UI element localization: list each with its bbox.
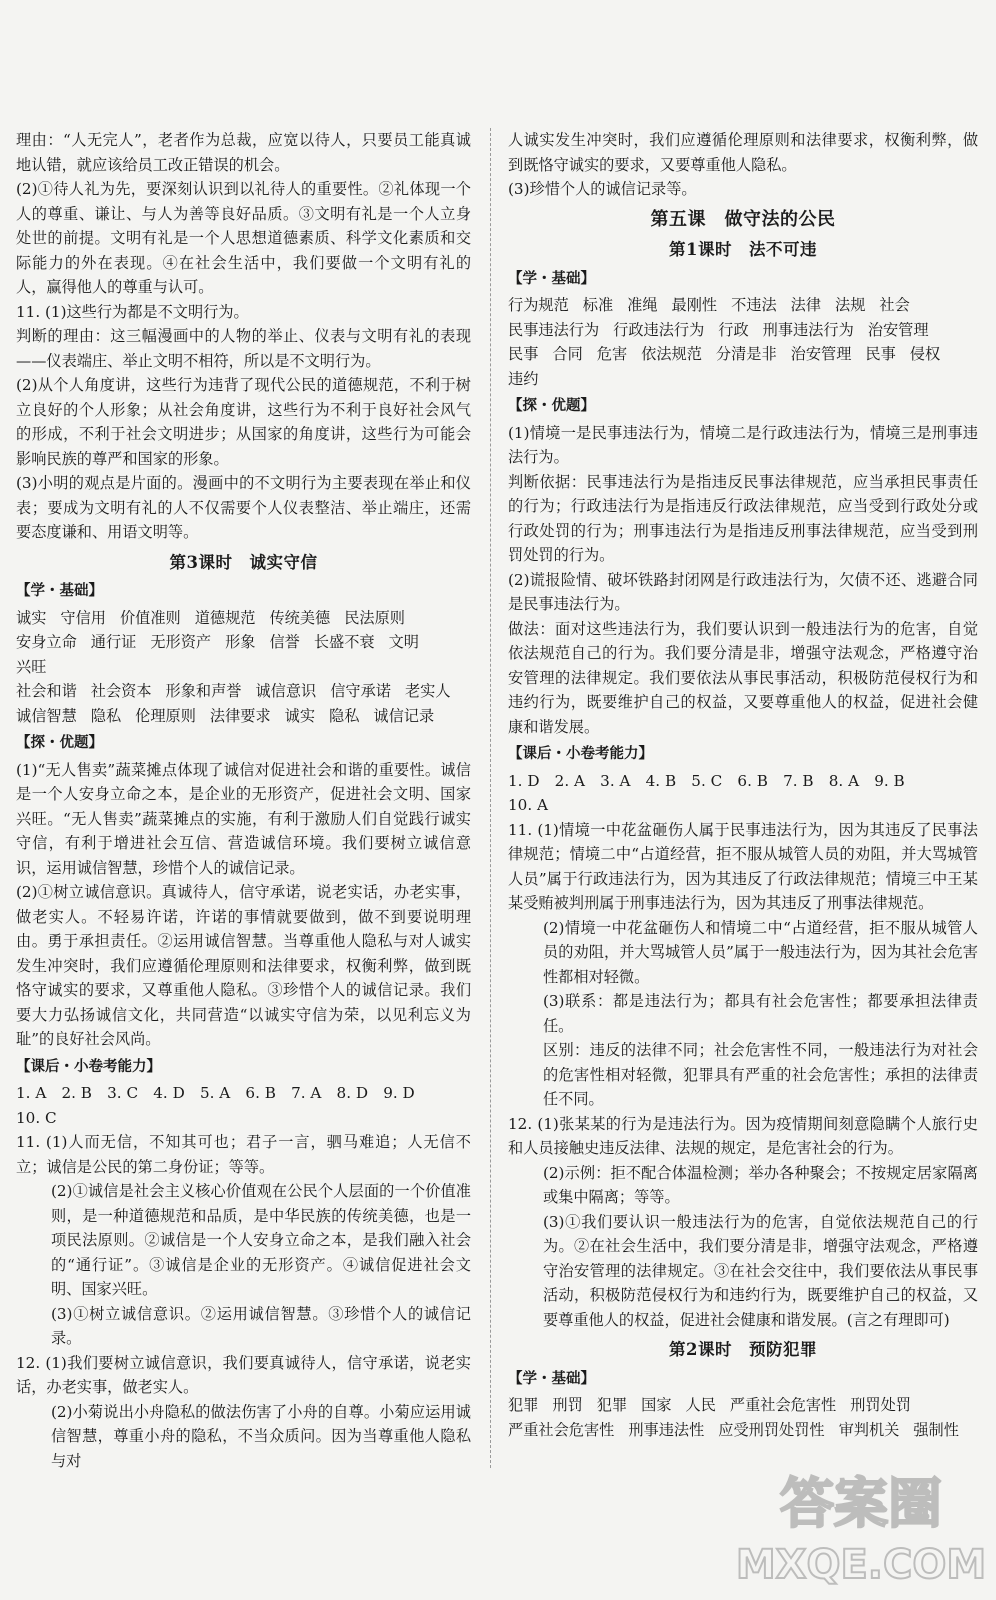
term: 侵权	[909, 345, 941, 363]
paragraph: 11. (1)这些行为都是不文明行为。	[16, 302, 249, 321]
term: 道德规范	[194, 608, 256, 627]
lesson-title: 第3课时 诚实守信	[169, 552, 318, 572]
unit-title: 第五课 做守法的公民	[650, 208, 836, 230]
term: 强制性	[913, 1420, 959, 1439]
term: 分清是非	[715, 345, 777, 363]
column-divider	[490, 128, 491, 1468]
paragraph: (2)示例：拒不配合体温检测；举办各种聚会；不按规定居家隔离或集中隔离；等等。	[542, 1163, 978, 1206]
term-row	[16, 704, 471, 729]
paragraph: 做法：面对这些违法行为，我们要认识到一般违法行为的危害，自觉依法规范自己的行为。我们要分清是非，增强守法观念，严格遵守治安管理的法律规定。我们要依法从事民事活动，积极防范侵权行为和违约行为，既要维护自己的权益，又要尊重他人的权益，促进社会健康和谐发展。	[508, 619, 978, 736]
term: 准绳	[627, 296, 658, 314]
term-row	[508, 1393, 978, 1418]
term: 合同	[552, 345, 583, 363]
paragraph: 区别：违反的法律不同；社会危害性不同，一般违法行为对社会的危害性相对轻微，犯罪具有严重的社会危害性；承担的法律责任不同。	[542, 1041, 978, 1108]
left-column	[16, 128, 471, 1473]
term: 法规	[835, 296, 866, 314]
section-heading: 【课后・小卷考能力】	[16, 1057, 161, 1075]
term: 隐私	[329, 706, 360, 725]
term: 通行证	[90, 633, 137, 651]
term: 人民	[685, 1396, 716, 1414]
term: 形象和声誉	[165, 682, 242, 700]
term: 诚实	[284, 706, 315, 725]
paragraph: (3)小明的观点是片面的。漫画中的不文明行为主要表现在举止和仪表；要成为文明有礼的人不仅需要个人仪表整洁、举止端庄，还需要态度谦和、用语文明等。	[16, 474, 471, 541]
term: 犯罪	[596, 1396, 628, 1414]
term: 行为规范	[508, 296, 569, 314]
term: 信誉	[269, 633, 300, 651]
paragraph: (2)从个人角度讲，这些行为违背了现代公民的道德规范，不利于树立良好的个人形象；从社会角度讲，这些行为不利于良好社会风气的形成，不利于社会文明进步；从国家的角度讲，这些行为可能会影响民族的尊严和国家的形象。	[16, 376, 471, 468]
term: 治安管理	[867, 320, 929, 339]
term: 法律	[790, 296, 821, 314]
term: 不违法	[731, 296, 777, 314]
term: 社会资本	[90, 682, 152, 700]
paragraph: 人诚实发生冲突时，我们应遵循伦理原则和法律要求，权衡利弊，做到既恪守诚实的要求，又要尊重他人隐私。	[508, 131, 978, 174]
paragraph: 12. (1)我们要树立诚信意识，我们要真诚待人，信守承诺，说老实话，办老实事，做老实人。	[16, 1353, 471, 1396]
term: 诚信记录	[373, 706, 435, 725]
term: 守信用	[60, 608, 106, 627]
term-row	[16, 630, 471, 679]
right-column	[508, 128, 978, 1442]
term: 无形资产	[150, 633, 212, 651]
answer-row: 1. D 2. A 3. A 4. B 5. C 6. B 7. B 8. A 9. B	[508, 771, 905, 790]
answer-row: 1. A 2. B 3. C 4. D 5. A 6. B 7. A 8. D 9. D	[16, 1084, 415, 1102]
paragraph: (2)①诚信是社会主义核心价值观在公民个人层面的一个价值准则，是一种道德规范和品质，是中华民族的传统美德，也是一项民法原则。②诚信是一个人安身立命之本，是我们融入社会的“通行证”。③诚信是企业的无形资产。④诚信促进社会文明、国家兴旺。	[50, 1182, 471, 1298]
term: 社会	[879, 296, 910, 314]
term: 信守承诺	[330, 682, 391, 700]
term-row	[16, 606, 471, 631]
term: 安身立命	[16, 633, 77, 651]
section-heading: 【学・基础】	[508, 1369, 595, 1387]
term-list	[508, 293, 978, 391]
paragraph: 12. (1)张某某的行为是违法行为。因为疫情期间刻意隐瞒个人旅行史和人员接触史违反法律、法规的规定，是危害社会的行为。	[508, 1114, 978, 1157]
term: 法律要求	[209, 706, 271, 725]
paragraph: (2)小菊说出小舟隐私的做法伤害了小舟的自尊。小菊应运用诚信智慧，尊重小舟的隐私，不当众质问。因为当尊重他人隐私与对	[50, 1402, 471, 1470]
term: 国家	[641, 1396, 672, 1414]
answer-row: 10. C	[16, 1108, 57, 1127]
paragraph: (2)①树立诚信意识。真诚待人，信守承诺，说老实话，办老实事，做老实人。不轻易许诺，许诺的事情就要做到，做不到要说明理由。勇于承担责任。②运用诚信智慧。当尊重他人隐私与对人诚实发生冲突时，我们应遵循伦理原则和法律要求，权衡利弊，做到既恪守诚实的要求，又尊重他人隐私。③珍惜个人的诚信记录。我们要大力弘扬诚信文化，共同营造“以诚实守信为荣，以见利忘义为耻”的良好社会风尚。	[16, 883, 471, 1048]
term-row	[508, 1418, 978, 1443]
section-heading: 【学・基础】	[508, 269, 595, 287]
watermark-url-text: MXQE.COM	[736, 1542, 986, 1588]
paragraph: (2)情境一中花盆砸伤人和情境二中“占道经营，拒不服从城管人员的劝阻，并大骂城管人员”属于一般违法行为，因为其社会危害性都相对轻微。	[542, 918, 978, 986]
term: 民事	[508, 345, 539, 363]
paragraph: (3)珍惜个人的诚信记录等。	[508, 180, 697, 198]
paragraph: (3)①我们要认识一般违法行为的危害，自觉依法规范自己的行为。②在社会生活中，我们要分清是非，增强守法观念，严格遵守治安管理的法律规定。③在社会交往中，我们要依法从事民事活动，积极防范侵权行为和违约行为，既要维护自己的权益，又要尊重他人的权益，促进社会健康和谐发展。(言之有理即可)	[542, 1212, 978, 1329]
paragraph: (2)①待人礼为先，要深刻认识到以礼待人的重要性。②礼体现一个人的尊重、谦让、与人为善等良好品质。③文明有礼是一个人立身处世的前提。文明有礼是一个人思想道德素质、科学文化素质和交际能力的外在表现。④在社会生活中，我们要做一个文明有礼的人，赢得他人的尊重与认可。	[16, 180, 471, 296]
term: 诚信意识	[255, 682, 317, 700]
term: 严重社会危害性	[729, 1396, 837, 1414]
term: 行政	[718, 320, 749, 339]
term: 形象	[225, 633, 256, 651]
paragraph: (1)情境一是民事违法行为，情境二是行政违法行为，情境三是刑事违法行为。	[508, 423, 978, 466]
term: 标准	[582, 296, 614, 314]
term: 刑罚	[552, 1396, 583, 1414]
watermark-logo-text: 答案圈	[780, 1472, 942, 1535]
paragraph: 理由：“人无完人”，老者作为总裁，应宽以待人，只要员工能真诚地认错，就应该给员工改正错误的机会。	[16, 131, 471, 174]
lesson-title: 第1课时 法不可违	[669, 240, 817, 259]
term: 诚实	[16, 608, 47, 627]
term: 诚信智慧	[16, 706, 77, 725]
term-row	[508, 318, 978, 343]
term: 民事违法行为	[508, 320, 600, 339]
term-row	[508, 367, 978, 392]
term: 隐私	[90, 706, 122, 725]
site-watermark-logo	[736, 1460, 986, 1590]
term: 刑罚处罚	[850, 1396, 911, 1414]
term: 最刚性	[671, 296, 718, 314]
paragraph: 11. (1)情境一中花盆砸伤人属于民事违法行为，因为其违反了民事法律规范；情境二中“占道经营，拒不服从城管人员的劝阻，并大骂城管人员”属于行政违法行为，因为其违反了行政法律规范；情境三中王某某受贿被判刑属于刑事违法行为，因为其违反了刑事法律规范。	[508, 820, 978, 912]
term: 危害	[596, 345, 628, 363]
term: 刑事违法性	[628, 1420, 705, 1439]
term: 社会和谐	[16, 682, 77, 700]
term: 长盛不衰	[313, 633, 375, 651]
term: 刑事违法行为	[762, 320, 854, 339]
term: 文明	[388, 633, 419, 651]
term: 违约	[508, 369, 539, 388]
term: 行政违法行为	[613, 320, 705, 339]
paragraph: (2)谎报险情、破坏铁路封闭网是行政违法行为，欠债不还、逃避合同是民事违法行为。	[508, 570, 978, 613]
paragraph: (3)联系：都是违法行为；都具有社会危害性；都要承担法律责任。	[542, 992, 978, 1035]
answer-row: 10. A	[508, 796, 548, 814]
term-row	[508, 293, 978, 318]
paragraph: 判断的理由：这三幅漫画中的人物的举止、仪表与文明有礼的表现——仪表端庄、举止文明不相符，所以是不文明行为。	[16, 327, 471, 370]
term: 严重社会危害性	[508, 1420, 615, 1439]
lesson-title: 第2课时 预防犯罪	[669, 1340, 817, 1359]
term: 老实人	[404, 682, 451, 700]
section-heading: 【探・优题】	[16, 734, 103, 751]
term-list	[16, 606, 471, 729]
term: 民法原则	[344, 608, 405, 627]
term: 价值准则	[119, 608, 181, 627]
term: 伦理原则	[135, 706, 196, 725]
section-heading: 【学・基础】	[16, 582, 103, 599]
term: 应受刑罚处罚性	[718, 1420, 825, 1439]
term-list	[508, 1393, 978, 1442]
term: 传统美德	[269, 608, 331, 627]
paragraph: 判断依据：民事违法行为是指违反民事法律规范，应当承担民事责任的行为；行政违法行为是指违反行政法律规范，应当受到行政处分或行政处罚的行为；刑事违法行为是指违反刑事法律规范，应当受到刑罚处罚的行为。	[508, 472, 978, 564]
paragraph: 11. (1)人而无信，不知其可也；君子一言，驷马难追；人无信不立；诚信是公民的第二身份证；等等。	[16, 1133, 471, 1176]
section-heading: 【课后・小卷考能力】	[508, 745, 653, 762]
term: 犯罪	[508, 1396, 539, 1414]
term: 民事	[865, 345, 896, 363]
term: 治安管理	[790, 345, 852, 363]
paragraph: (3)①树立诚信意识。②运用诚信智慧。③珍惜个人的诚信记录。	[50, 1304, 471, 1347]
term: 审判机关	[838, 1420, 900, 1439]
term: 兴旺	[16, 657, 47, 676]
term: 依法规范	[641, 345, 702, 363]
term-row	[16, 679, 471, 704]
paragraph: (1)“无人售卖”蔬菜摊点体现了诚信对促进社会和谐的重要性。诚信是一个人安身立命之本，是企业的无形资产，促进社会文明、国家兴旺。“无人售卖”蔬菜摊点的实施，有利于激励人们自觉践行诚实守信，有利于增进社会互信、营造诚信环境。我们要树立诚信意识，运用诚信智慧，珍惜个人的诚信记录。	[16, 760, 471, 877]
section-heading: 【探・优题】	[508, 397, 595, 414]
term-row	[508, 342, 978, 367]
